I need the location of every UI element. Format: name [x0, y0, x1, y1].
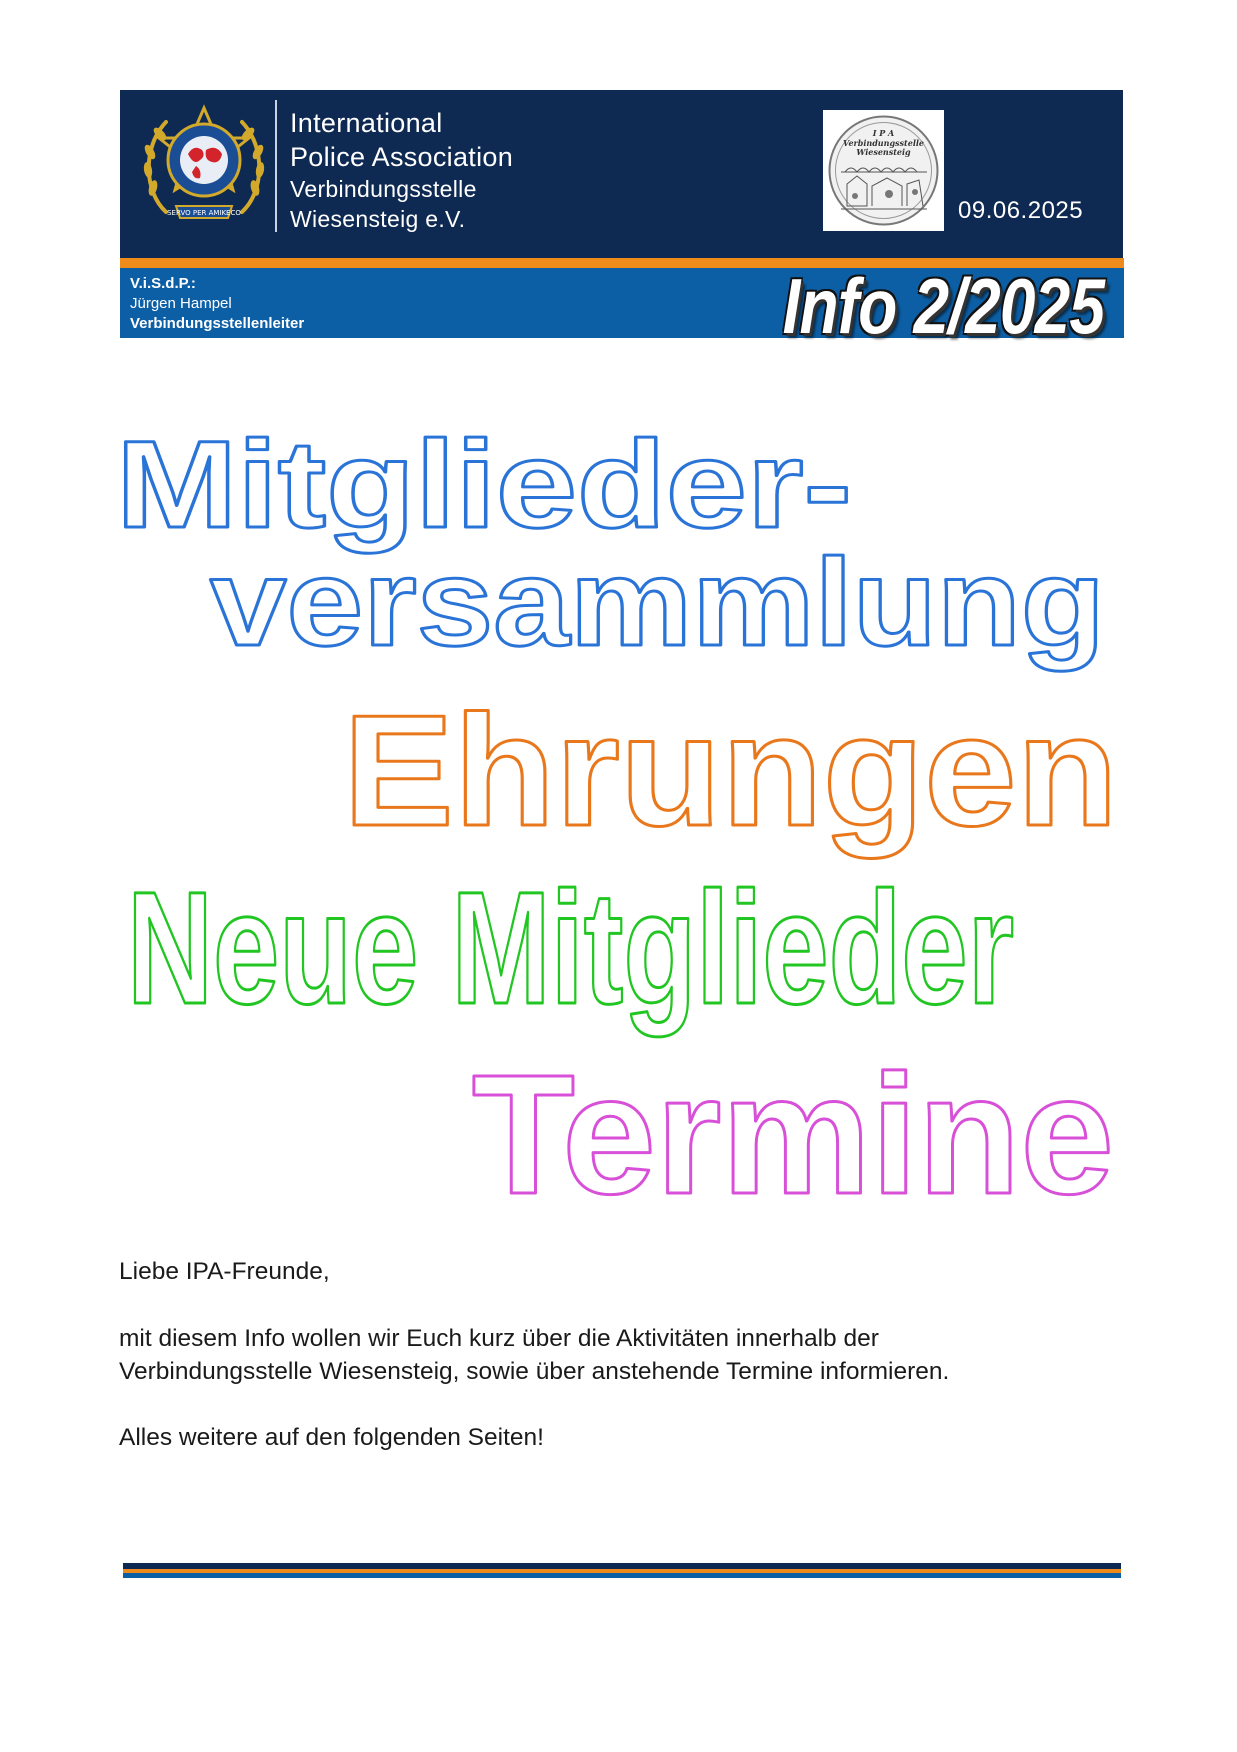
headline-line-4: Neue Mitglieder — [127, 858, 1014, 1037]
org-line-1: International — [290, 108, 443, 138]
headline-line-3: Ehrungen — [343, 683, 1118, 859]
org-line-2: Police Association — [290, 142, 514, 172]
svg-text:I P A: I P A — [872, 128, 895, 138]
headline-line-2: versammlung — [210, 534, 1105, 672]
headline-line-5: Termine — [472, 1040, 1114, 1230]
emblem-motto: SERVO PER AMIKECO — [167, 209, 241, 217]
headline-line-1: Mitglieder- — [116, 416, 852, 554]
org-line-4: Wiesensteig e.V. — [290, 206, 466, 232]
greeting: Liebe IPA-Freunde, — [119, 1258, 330, 1285]
intro-line-1: mit diesem Info wollen wir Euch kurz über die Aktivitäten innerhalb der — [119, 1325, 879, 1352]
svg-text:Wiesensteig: Wiesensteig — [856, 147, 911, 157]
visdp-role: Verbindungsstellenleiter — [130, 315, 305, 332]
intro-line-2: Verbindungsstelle Wiesensteig, sowie über anstehende Termine informieren. — [119, 1358, 950, 1385]
footer-stripe-blue — [123, 1573, 1121, 1578]
closing-line: Alles weitere auf den folgenden Seiten! — [119, 1424, 544, 1451]
issue-number: Info 2/2025 — [782, 262, 1104, 350]
svg-text:Verbindungsstelle: Verbindungsstelle — [842, 138, 925, 148]
org-line-3: Verbindungsstelle — [290, 176, 477, 202]
visdp-label: V.i.S.d.P.: — [130, 275, 196, 292]
issue-date: 09.06.2025 — [958, 197, 1084, 224]
visdp-name: Jürgen Hampel — [130, 295, 232, 312]
